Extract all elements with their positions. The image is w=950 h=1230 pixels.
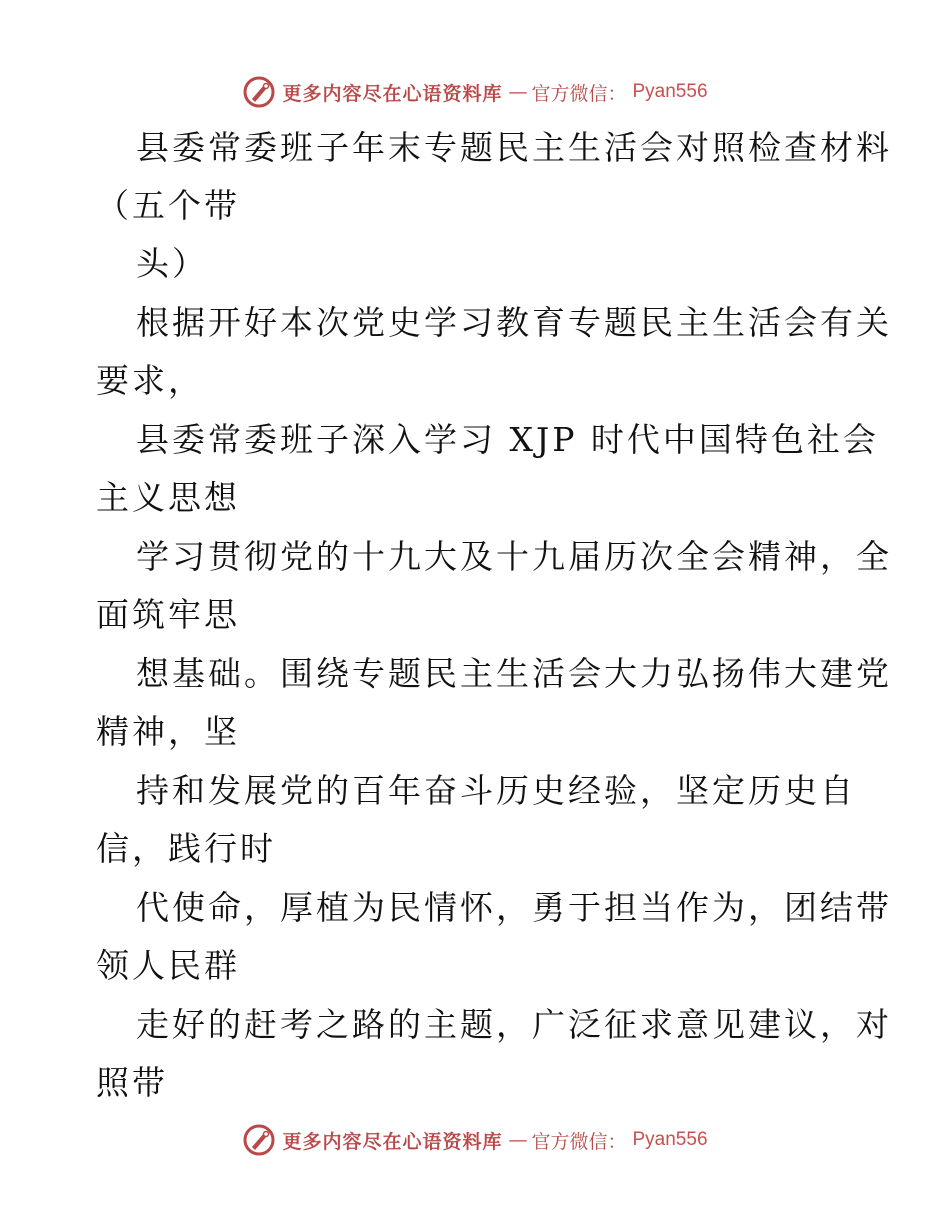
- doc-line: 县委常委班子深入学习 XJP 时代中国特色社会: [136, 420, 879, 459]
- doc-line: 照带: [96, 1063, 168, 1102]
- doc-line: 面筑牢思: [96, 595, 240, 634]
- doc-line: 代使命，厚植为民情怀，勇于担当作为，团结带: [136, 888, 892, 927]
- pen-logo-icon: [242, 75, 276, 109]
- watermark-wechat-id: Pyan556: [632, 81, 708, 102]
- doc-line: 想基础。围绕专题民主生活会大力弘扬伟大建党: [136, 654, 892, 693]
- watermark-separator: —: [508, 81, 526, 103]
- watermark-separator: —: [508, 1129, 526, 1151]
- doc-line: 要求，: [96, 361, 204, 400]
- watermark-brand: 更多内容尽在心语资料库: [282, 82, 503, 105]
- footer-watermark: [0, 1120, 950, 1160]
- doc-line: （五个带: [96, 186, 240, 225]
- pen-logo-icon: [242, 1123, 276, 1157]
- watermark-wechat-id: Pyan556: [632, 1129, 708, 1150]
- watermark-brand: 更多内容尽在心语资料库: [282, 1130, 503, 1153]
- watermark-wechat-label: 官方微信：: [531, 82, 627, 105]
- doc-line: 学习贯彻党的十九大及十九届历次全会精神，全: [136, 537, 892, 576]
- doc-line: 走好的赶考之路的主题，广泛征求意见建议，对: [136, 1005, 892, 1044]
- doc-line: 精神，坚: [96, 712, 240, 751]
- doc-line: 信，践行时: [96, 829, 276, 868]
- doc-title-line: 县委常委班子年末专题民主生活会对照检查材料: [136, 128, 892, 167]
- doc-line: 根据开好本次党史学习教育专题民主生活会有关: [136, 303, 892, 342]
- watermark-wechat-label: 官方微信：: [531, 1130, 627, 1153]
- doc-line: 主义思想: [96, 478, 240, 517]
- header-watermark: [0, 72, 950, 112]
- doc-line: 持和发展党的百年奋斗历史经验，坚定历史自: [136, 771, 856, 810]
- doc-line: 领人民群: [96, 946, 240, 985]
- doc-line: 头）: [136, 244, 208, 283]
